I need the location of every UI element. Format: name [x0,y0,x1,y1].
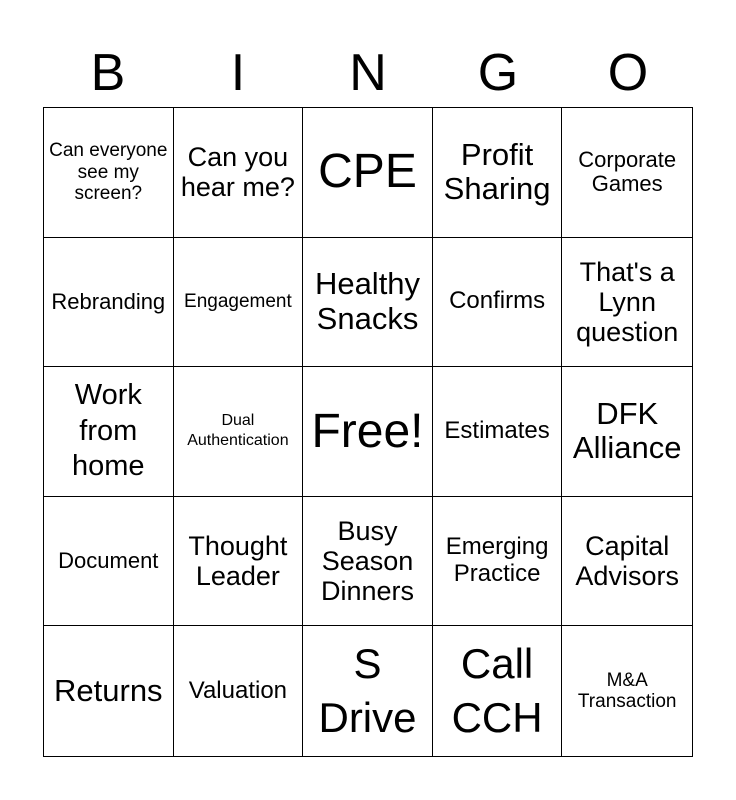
bingo-cell[interactable] [303,238,433,368]
bingo-cell[interactable] [562,626,692,756]
bingo-header [43,40,693,106]
bingo-cell[interactable] [433,238,563,368]
cell-label: Can you hear me? [180,142,295,203]
cell-label: Can everyone see my screen? [49,140,168,204]
bingo-cell[interactable] [44,497,174,627]
cell-label: Valuation [188,676,288,704]
cell-label: DFK Alliance [572,395,682,466]
bingo-cell[interactable] [174,108,304,238]
cell-label: CPE [318,145,417,199]
cell-label: Thought Leader [188,530,288,592]
cell-label: M&A Transaction [577,669,677,713]
bingo-cell[interactable] [174,497,304,627]
header-letter-i: I [230,44,246,102]
bingo-cell[interactable] [303,108,433,238]
cell-label: Returns [54,672,163,708]
cell-label: Busy Season Dinners [320,515,415,607]
cell-label: Dual Authentication [187,411,289,450]
bingo-cell[interactable] [303,626,433,756]
bingo-cell[interactable] [433,497,563,627]
cell-label: Engagement [184,291,292,313]
cell-label: Document [58,547,159,573]
cell-label: Capital Advisors [575,530,679,592]
header-letter-g: G [477,44,519,102]
bingo-cell[interactable] [174,367,304,497]
bingo-cell[interactable] [44,367,174,497]
cell-label: Profit Sharing [443,136,551,207]
cell-label: Estimates [444,417,550,445]
cell-label: S Drive [318,639,417,742]
header-letter-b: B [90,44,126,102]
bingo-cell[interactable] [562,367,692,497]
bingo-cell[interactable] [433,108,563,238]
cell-label: Call CCH [451,639,543,742]
bingo-cell[interactable] [433,367,563,497]
bingo-cell[interactable] [174,626,304,756]
bingo-cell[interactable] [433,626,563,756]
free-space-cell[interactable] [303,367,433,497]
bingo-cell[interactable] [44,108,174,238]
bingo-cell[interactable] [44,238,174,368]
cell-label: Confirms [449,287,546,315]
cell-label: Healthy Snacks [314,266,421,336]
bingo-cell[interactable] [562,108,692,238]
bingo-cell[interactable] [174,238,304,368]
bingo-cell[interactable] [44,626,174,756]
header-letter-o: O [607,44,649,102]
cell-label: Rebranding [51,288,166,314]
bingo-cell[interactable] [303,497,433,627]
cell-label: Corporate Games [578,146,677,197]
cell-label: Work from home [72,379,145,483]
header-letter-n: N [349,44,387,102]
bingo-cell[interactable] [562,497,692,627]
cell-label: Emerging Practice [445,533,549,588]
cell-label: Free! [311,404,424,458]
bingo-grid [43,107,693,757]
cell-label: That's a Lynn question [576,256,679,347]
bingo-cell[interactable] [562,238,692,368]
